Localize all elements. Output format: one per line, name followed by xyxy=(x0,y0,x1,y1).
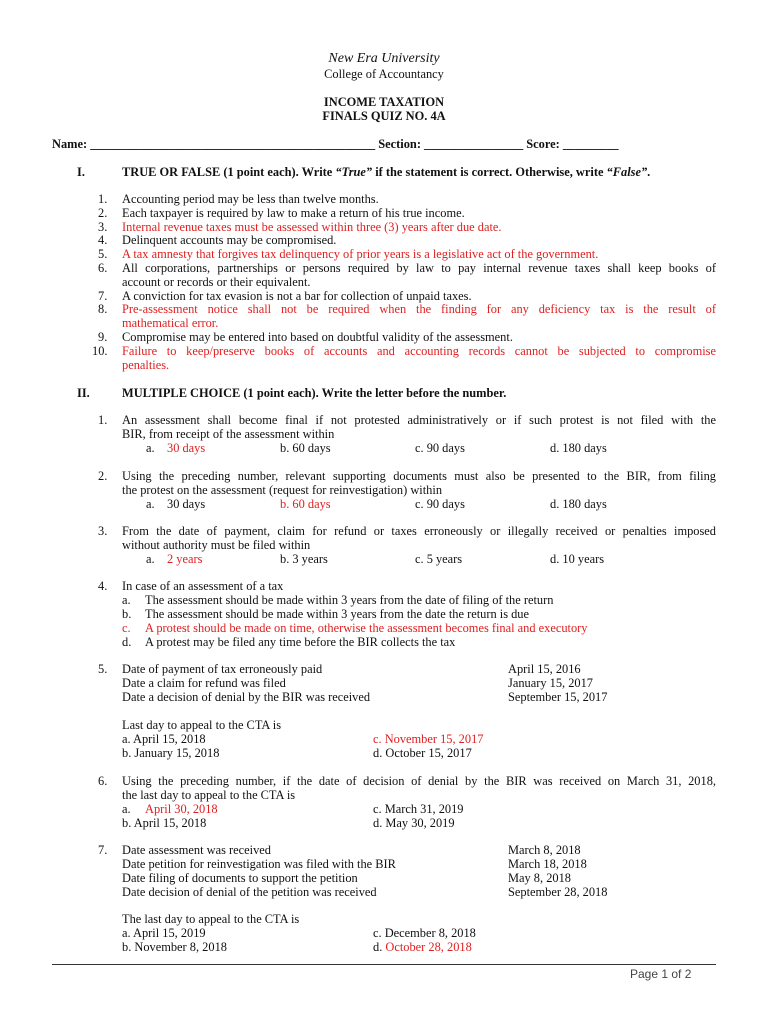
option-d: d. 180 days xyxy=(550,497,607,511)
option-a: 30 days xyxy=(167,497,206,511)
option-text: The assessment should be made within 3 years from the date the return is due xyxy=(145,607,530,621)
section-2-number: II. xyxy=(77,386,90,400)
university-name: New Era University xyxy=(328,51,440,66)
option-text: A protest may be filed any time before the BIR collects the tax xyxy=(145,635,456,649)
question-stem-line-2: the last day to appeal to the CTA is xyxy=(122,788,296,802)
tf-item-number: 2. xyxy=(98,205,108,220)
option-letter: a. xyxy=(122,593,131,607)
fact-label: Date a decision of denial by the BIR was received xyxy=(122,690,371,704)
fact-label: Date assessment was received xyxy=(122,843,271,857)
question-stem-line-2: the protest on the assessment (request for reinvestigation) within xyxy=(122,483,443,497)
tf-item-number: 9. xyxy=(98,330,108,344)
tf-item-number: 6. xyxy=(98,261,108,275)
fact-date: March 18, 2018 xyxy=(508,857,587,871)
option-b: b. January 15, 2018 xyxy=(122,746,220,760)
fact-date: April 15, 2016 xyxy=(508,662,581,676)
section-1-number: I. xyxy=(77,165,85,179)
option-c: c. March 31, 2019 xyxy=(373,802,464,816)
tf-statement: account or records or their equivalent. xyxy=(122,274,311,289)
fact-label: Date petition for reinvestigation was filed with the BIR xyxy=(122,857,396,871)
option-a-letter: a. xyxy=(146,441,155,455)
section-1-title: TRUE OR FALSE (1 point each). Write “True” if the statement is correct. Otherwise, write “False”. xyxy=(122,165,651,179)
option-a: a. April 15, 2019 xyxy=(122,926,206,940)
option-b: b. 60 days xyxy=(280,441,331,455)
tf-item-number: 8. xyxy=(98,302,108,317)
tf-statement-answer: A tax amnesty that forgives tax delinquency of prior years is a legislative act of the government. xyxy=(122,247,599,262)
question-stem-line-1: From the date of payment, claim for refund or taxes erroneously or illegally received or penalties imposed xyxy=(122,524,716,538)
option-c: c. 90 days xyxy=(415,441,465,455)
fact-label: Date filing of documents to support the petition xyxy=(122,871,358,885)
question-number: 6. xyxy=(98,774,108,788)
fact-date: September 28, 2018 xyxy=(508,885,608,899)
option-letter: b. xyxy=(122,607,132,621)
option-d: d. May 30, 2019 xyxy=(373,816,455,830)
question-prompt: The last day to appeal to the CTA is xyxy=(122,912,300,926)
page-number: Page 1 of 2 xyxy=(630,967,692,981)
tf-statement-answer: penalties. xyxy=(122,357,170,372)
option-letter: c. xyxy=(122,621,131,635)
tf-item-number: 5. xyxy=(98,247,108,262)
subject-title: INCOME TAXATION xyxy=(323,95,445,109)
option-text-answer: A protest should be made on time, otherwise the assessment becomes final and executory xyxy=(145,621,588,635)
question-stem-line-1: An assessment shall become final if not protested administratively or if such protest is not filed with the xyxy=(122,413,716,427)
student-fields-line: Name: ______________________________________________ Section: ________________ Score: _________ xyxy=(52,138,619,151)
tf-statement: A conviction for tax evasion is not a bar for collection of unpaid taxes. xyxy=(122,288,472,303)
tf-statement: Each taxpayer is required by law to make a return of his true income. xyxy=(122,205,465,220)
option-text: The assessment should be made within 3 years from the date of filing of the return xyxy=(145,593,554,607)
tf-statement-answer: Pre-assessment notice shall not be required when the finding for any deficiency tax is the result of xyxy=(122,302,716,317)
option-d: d. 10 years xyxy=(550,552,605,566)
fact-date: March 8, 2018 xyxy=(508,843,581,857)
question-stem-line-1: Using the preceding number, relevant supporting documents must also be presented to the BIR, from filing xyxy=(122,469,716,483)
question-number: 7. xyxy=(98,843,108,857)
option-a-answer: April 30, 2018 xyxy=(145,802,218,816)
fact-label: Date a claim for refund was filed xyxy=(122,676,286,690)
fact-label: Date decision of denial of the petition was received xyxy=(122,885,377,899)
tf-statement: Delinquent accounts may be compromised. xyxy=(122,233,337,248)
option-d-answer: October 28, 2018 xyxy=(385,940,472,954)
option-c: c. 90 days xyxy=(415,497,465,511)
option-a-letter: a. xyxy=(146,497,155,511)
option-c-answer: c. November 15, 2017 xyxy=(373,732,484,746)
question-stem-line-2: BIR, from receipt of the assessment within xyxy=(122,427,335,441)
fact-date: January 15, 2017 xyxy=(508,676,593,690)
tf-item-number: 3. xyxy=(98,219,108,234)
tf-statement-answer: mathematical error. xyxy=(122,316,219,331)
option-d: d. 180 days xyxy=(550,441,607,455)
tf-statement-answer: Failure to keep/preserve books of accounts and accounting records cannot be subjected to compromise xyxy=(122,343,716,358)
option-c: c. 5 years xyxy=(415,552,463,566)
question-number: 2. xyxy=(98,469,108,483)
option-b: b. April 15, 2018 xyxy=(122,816,207,830)
fact-label: Date of payment of tax erroneously paid xyxy=(122,662,323,676)
question-stem: In case of an assessment of a tax xyxy=(122,579,284,593)
tf-item-number: 10. xyxy=(92,343,108,358)
option-a-letter: a. xyxy=(146,552,155,566)
college-name: College of Accountancy xyxy=(324,67,444,81)
question-stem-line-2: without authority must be filed within xyxy=(122,538,311,552)
question-stem-line-1: Using the preceding number, if the date of decision of denial by the BIR was received on March 31, 2018, xyxy=(122,774,716,788)
option-c: c. December 8, 2018 xyxy=(373,926,476,940)
option-a-answer: 30 days xyxy=(167,441,206,455)
tf-statement-answer: Internal revenue taxes must be assessed within three (3) years after due date. xyxy=(122,219,502,234)
tf-item-number: 1. xyxy=(98,192,108,206)
tf-statement: All corporations, partnerships or persons required by law to pay internal revenue taxes shall keep books of xyxy=(122,261,716,275)
option-b-answer: b. 60 days xyxy=(280,497,331,511)
question-number: 5. xyxy=(98,662,108,676)
question-number: 3. xyxy=(98,524,108,538)
tf-statement: Compromise may be entered into based on doubtful validity of the assessment. xyxy=(122,330,513,344)
question-number: 4. xyxy=(98,579,108,593)
question-prompt: Last day to appeal to the CTA is xyxy=(122,718,282,732)
question-number: 1. xyxy=(98,413,108,427)
option-b: b. 3 years xyxy=(280,552,328,566)
option-d: d. October 28, 2018 xyxy=(373,940,472,954)
option-a-answer: 2 years xyxy=(167,552,203,566)
footer-divider xyxy=(52,964,716,965)
option-a: a. April 15, 2018 xyxy=(122,732,206,746)
fact-date: September 15, 2017 xyxy=(508,690,608,704)
option-letter: d. xyxy=(122,635,132,649)
tf-item-number: 7. xyxy=(98,288,108,303)
tf-statement: Accounting period may be less than twelve months. xyxy=(122,192,379,206)
fact-date: May 8, 2018 xyxy=(508,871,571,885)
option-b: b. November 8, 2018 xyxy=(122,940,227,954)
option-d: d. October 15, 2017 xyxy=(373,746,472,760)
option-a-letter: a. xyxy=(122,802,131,816)
section-2-title: MULTIPLE CHOICE (1 point each). Write the letter before the number. xyxy=(122,386,507,400)
quiz-title: FINALS QUIZ NO. 4A xyxy=(322,109,446,123)
tf-item-number: 4. xyxy=(98,233,108,248)
